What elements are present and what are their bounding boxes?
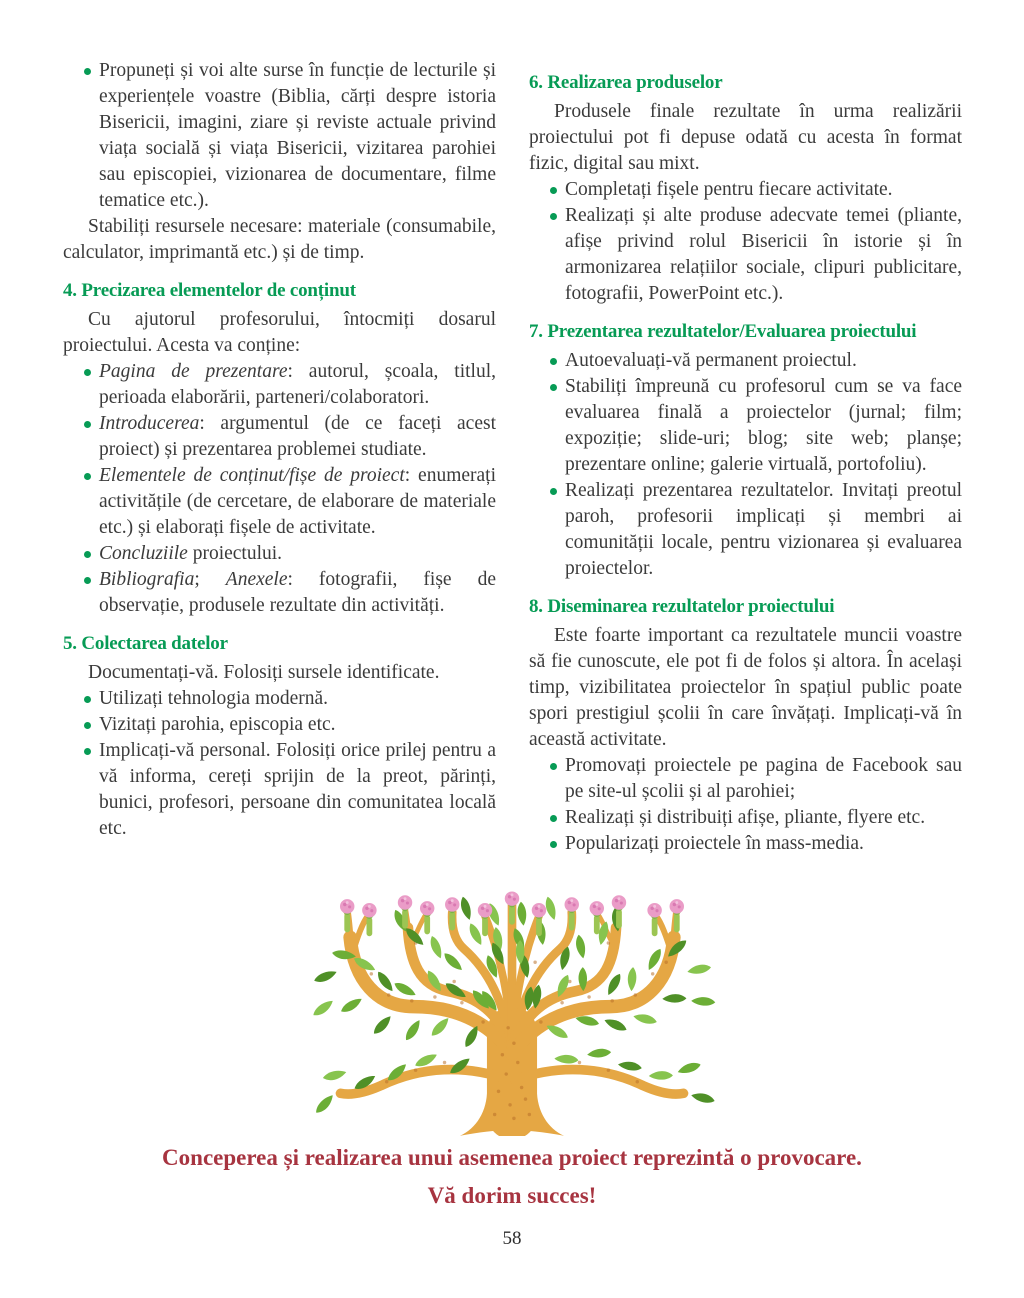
bullet-icon xyxy=(84,68,91,75)
bullet-icon xyxy=(84,551,91,558)
bullet-icon xyxy=(84,696,91,703)
section-heading: 4. Precizarea elementelor de conținut xyxy=(63,280,356,301)
page-number: 58 xyxy=(502,1228,522,1249)
bullet-icon xyxy=(550,763,557,770)
paragraph: Produsele finale rezultate în urma realizării proiectului pot fi depuse odată cu acesta în format fizic, digital sau mixt. xyxy=(529,101,962,174)
closing-note-line2: Vă dorim succes! xyxy=(427,1183,597,1208)
bullet-item: Promovați proiectele pe pagina de Facebook sau pe site-ul școlii și al parohiei; xyxy=(529,753,962,805)
bullet-icon xyxy=(84,722,91,729)
left-column xyxy=(63,58,496,857)
bullet-icon xyxy=(84,748,91,755)
bullet-icon xyxy=(550,384,557,391)
section-heading: 6. Realizarea produselor xyxy=(529,72,723,93)
bullet-item: Realizați prezentarea rezultatelor. Invitați preotul paroh, profesorii implicați și membri ai comunității locale, pentru vizionarea și evaluarea proiectelor. xyxy=(529,478,962,582)
bullet-item: Stabiliți împreună cu profesorul cum se va face evaluarea finală a proiectelor (jurnal; film; expoziție; slide-uri; blog; site web; planșe; prezentare online; galerie virtuală, portofoliu). xyxy=(529,374,962,478)
bullet-icon xyxy=(550,213,557,220)
bullet-icon xyxy=(550,815,557,822)
paragraph: Documentați-vă. Folosiți sursele identificate. xyxy=(88,662,440,683)
tree-illustration-container xyxy=(300,856,724,1136)
bullet-item: Vizitați parohia, episcopia etc. xyxy=(63,712,496,738)
bullet-item: Propuneți și voi alte surse în funcție de lecturile și experiențele voastre (Biblia, cărți despre istoria Bisericii, imagini, ziare și reviste actuale privind viața socială și viața Bisericii, vizitarea parohiei sau episcopiei, vizionarea de documentare, filme tematice etc.). xyxy=(63,58,496,214)
bullet-icon xyxy=(550,841,557,848)
bullet-item: Bibliografia; Anexele: fotografii, fișe de observație, produsele rezultate din activități. xyxy=(63,567,496,619)
bullet-item: Introducerea: argumentul (de ce faceți acest proiect) și prezentarea problemei studiate. xyxy=(63,411,496,463)
section-heading: 5. Colectarea datelor xyxy=(63,633,228,654)
bullet-icon xyxy=(84,473,91,480)
bullet-item: Concluziile proiectului. xyxy=(63,541,496,567)
right-column xyxy=(529,58,962,857)
bullet-item: Elementele de conținut/fișe de proiect: enumerați activitățile (de cercetare, de elaborare de materiale etc.) și elaborați fișele de activitate. xyxy=(63,463,496,541)
bullet-item: Utilizați tehnologia modernă. xyxy=(63,686,496,712)
bullet-item: Completați fișele pentru fiecare activitate. xyxy=(529,177,962,203)
bullet-item: Pagina de prezentare: autorul, școala, titlul, perioada elaborării, parteneri/colaboratori. xyxy=(63,359,496,411)
paragraph: Cu ajutorul profesorului, întocmiți dosarul proiectului. Acesta va conține: xyxy=(63,309,496,356)
bullet-icon xyxy=(550,187,557,194)
bullet-icon xyxy=(550,488,557,495)
bullet-icon xyxy=(84,577,91,584)
closing-note-line1: Conceperea și realizarea unui asemenea proiect reprezintă o provocare. xyxy=(162,1145,862,1170)
bullet-icon xyxy=(84,421,91,428)
bullet-item: Implicați-vă personal. Folosiți orice prilej pentru a vă informa, cereți sprijin de la preot, părinți, bunici, profesori, persoane din comunitatea locală etc. xyxy=(63,738,496,842)
bullet-item: Realizați și alte produse adecvate temei (pliante, afișe privind rolul Bisericii în istorie și în armonizarea relațiilor sociale, clipuri publicitare, fotografii, PowerPoint etc.). xyxy=(529,203,962,307)
closing-note xyxy=(0,1139,1024,1215)
bullet-icon xyxy=(84,369,91,376)
section-heading: 7. Prezentarea rezultatelor/Evaluarea proiectului xyxy=(529,321,917,342)
bullet-item: Realizați și distribuiți afișe, pliante, flyere etc. xyxy=(529,805,962,831)
bullet-item: Popularizați proiectele în mass-media. xyxy=(529,831,962,857)
paragraph: Este foarte important ca rezultatele muncii voastre să fie cunoscute, ele pot fi de folos și altora. În același timp, vizibilitatea proiectelor în spațiul public poate spori prestigiul școlii în care învățați. Implicați-vă în această activitate. xyxy=(529,625,962,750)
section-heading: 8. Diseminarea rezultatelor proiectului xyxy=(529,596,835,617)
flowering-tree-illustration xyxy=(300,856,724,1136)
paragraph: Stabiliți resursele necesare: materiale (consumabile, calculator, imprimantă etc.) și de timp. xyxy=(63,216,496,263)
bullet-item: Autoevaluați-vă permanent proiectul. xyxy=(529,348,962,374)
bullet-icon xyxy=(550,358,557,365)
